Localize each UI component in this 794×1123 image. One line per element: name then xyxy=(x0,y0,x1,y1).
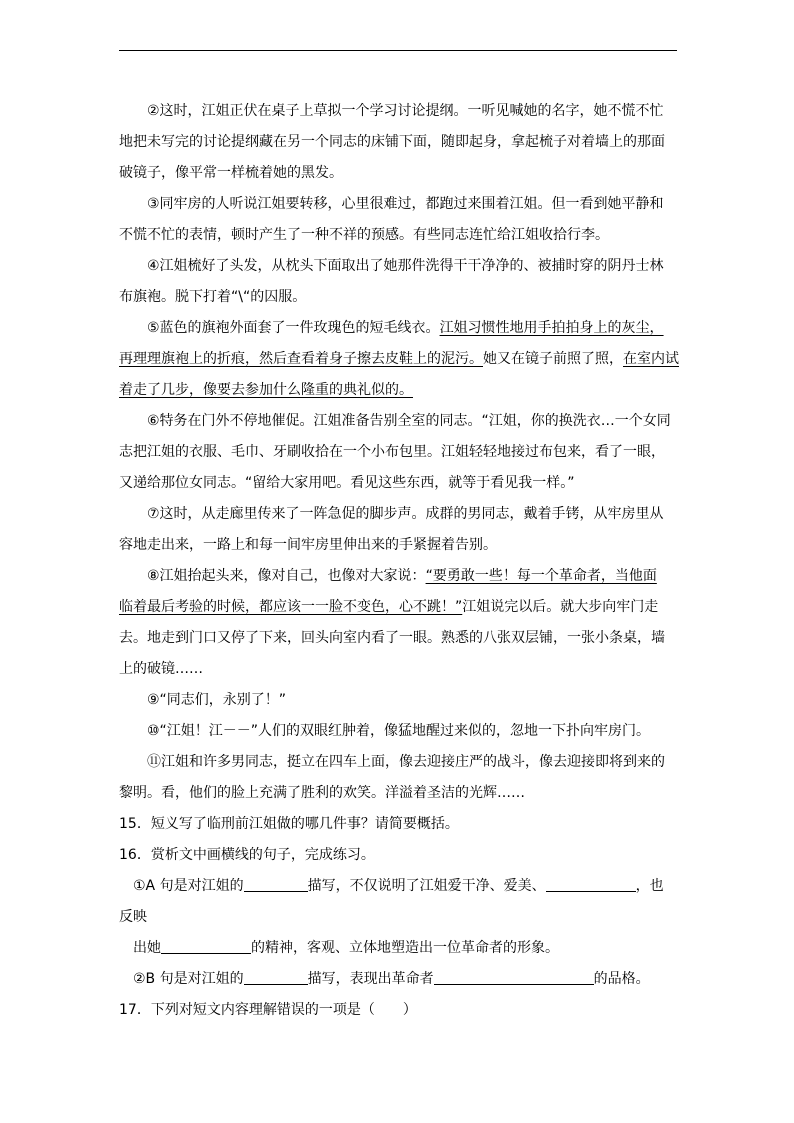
text-line: 志把江姐的衣服、毛巾、牙刷收拾在一个小布包里。江姐轻轻地接过布包来，看了一眼， xyxy=(119,444,665,460)
header-rule xyxy=(119,50,677,51)
question-17: 17．下列对短文内容理解错误的一项是（ ） xyxy=(119,1002,417,1018)
text-line: ③同牢房的人听说江姐要转移，心里很难过，都跑过来围着江姐。但一看到她平静和 xyxy=(147,196,664,212)
underlined-sentence-b: “要勇敢一些！每一个革命者，当他面 xyxy=(425,568,657,584)
plain-text: 江姐说完以后。就大步向牢门走 xyxy=(462,599,659,615)
text-line: 反映 xyxy=(119,909,147,925)
paragraph-6 xyxy=(119,406,677,499)
paragraph-9: ⑨“同志们，永别了！” xyxy=(147,692,287,708)
text-line: ②这时，江姐正伏在桌子上草拟一个学习讨论提纲。一听见喊她的名字，她不慌不忙 xyxy=(147,103,664,119)
text-line: 不慌不忙的表情，顿时产生了一种不祥的预感。有些同志连忙给江姐收拾行李。 xyxy=(119,227,609,243)
text-line: ⑦这时，从走廊里传来了一阵急促的脚步声。成群的男同志，戴着手铐，从牢房里从 xyxy=(147,506,664,522)
paragraph-4 xyxy=(119,251,677,313)
underlined-sentence-a: 着走了几步，像要去参加什么隆重的典礼似的。 xyxy=(119,382,413,398)
question-16-stem: 16．赏析文中画横线的句子，完成练习。 xyxy=(119,847,375,863)
text-line xyxy=(119,375,677,406)
question-text: 出她 xyxy=(133,940,161,956)
paragraph-3 xyxy=(119,189,677,251)
text-line: 容地走出来，一路上和每一间牢房里伸出来的手紧握着告别。 xyxy=(119,537,497,553)
text-line: 去。地走到门口又停了下来，回头向室内看了一眼。熟悉的八张双层铺，一张小条桌，墙 xyxy=(119,630,665,646)
text-line: ⑥特务在门外不停地催促。江姐准备告别全室的同志。“江姐，你的换洗衣…一个女同 xyxy=(147,413,671,429)
paragraph-5 xyxy=(119,313,677,406)
paragraph-2 xyxy=(119,96,677,189)
text-line xyxy=(119,592,677,623)
text-line: 地把未写完的讨论提纲藏在另一个同志的床铺下面，随即起身，拿起梳子对着墙上的那面 xyxy=(119,134,665,150)
text-line: 布旗袍。脱下打着“\“的囚服。 xyxy=(119,289,307,305)
paragraph-7 xyxy=(119,499,677,561)
question-16-a-cont xyxy=(119,933,677,964)
plain-text: ⑤蓝色的旗袍外面套了一件玫瑰色的短毛线衣。 xyxy=(147,320,440,336)
answer-blank[interactable] xyxy=(244,873,308,892)
underlined-sentence-a: 江姐习惯性地用手拍拍身上的灰尘， xyxy=(439,320,664,336)
question-text: 描写，不仅说明了江姐爱干净、爱美、 xyxy=(307,878,546,894)
answer-blank[interactable] xyxy=(546,873,636,892)
question-text: 的品格。 xyxy=(593,971,650,987)
question-text: ②B 句是对江姐的 xyxy=(133,971,244,987)
text-line: ⑪江姐和许多男同志，挺立在四车上面，像去迎接庄严的战斗，像去迎接即将到来的 xyxy=(147,754,665,770)
underlined-sentence-b: 临着最后考验的时候，都应该一一脸不变色，心不跳！” xyxy=(119,599,463,615)
answer-blank[interactable] xyxy=(434,966,594,985)
question-16-a xyxy=(119,871,677,902)
text-line xyxy=(119,344,677,375)
underlined-sentence-a: 在室内试 xyxy=(623,351,679,367)
text-line: 又递给那位女同志。“留给大家用吧。看见这些东西，就等于看见我一样。” xyxy=(119,475,575,491)
answer-blank[interactable] xyxy=(161,935,251,954)
question-15: 15．短义写了临刑前江姐做的哪几件事？请简要概括。 xyxy=(119,816,459,832)
answer-blank[interactable] xyxy=(244,966,308,985)
paragraph-8 xyxy=(119,561,677,685)
paragraph-11 xyxy=(119,747,677,809)
paragraph-10: ⑩“江姐！江－－”人们的双眼红肿着，像猛地醒过来似的，忽地一下扑向牢房门。 xyxy=(147,723,651,739)
question-text: ，也 xyxy=(635,878,664,894)
text-line: 破镜子，像平常一样梳着她的黑发。 xyxy=(119,165,343,181)
question-text: 描写，表现出革命者 xyxy=(307,971,434,987)
text-line: 黎明。看，他们的脸上充满了胜利的欢笑。洋溢着圣洁的光辉…… xyxy=(119,785,525,801)
document-body xyxy=(119,96,677,1026)
text-line xyxy=(119,561,677,592)
question-16-b xyxy=(119,964,677,995)
plain-text: 她又在镜子前照了照， xyxy=(483,351,623,367)
question-16 xyxy=(119,840,677,995)
underlined-sentence-a: 再理理旗袍上的折痕，然后查看着身子擦去皮鞋上的泥污。 xyxy=(119,351,483,367)
text-line: 上的破镜…… xyxy=(119,661,203,677)
question-text: 的精神，客观、立体地塑造出一位革命者的形象。 xyxy=(251,940,559,956)
plain-text: ⑧江姐抬起头来，像对自己，也像对大家说： xyxy=(147,568,426,584)
text-line: ④江姐梳好了头发，从枕头下面取出了她那件洗得干干净净的、被捕时穿的阴丹士林 xyxy=(147,258,664,274)
question-text: ①A 句是对江姐的 xyxy=(133,878,244,894)
text-line xyxy=(119,313,677,344)
